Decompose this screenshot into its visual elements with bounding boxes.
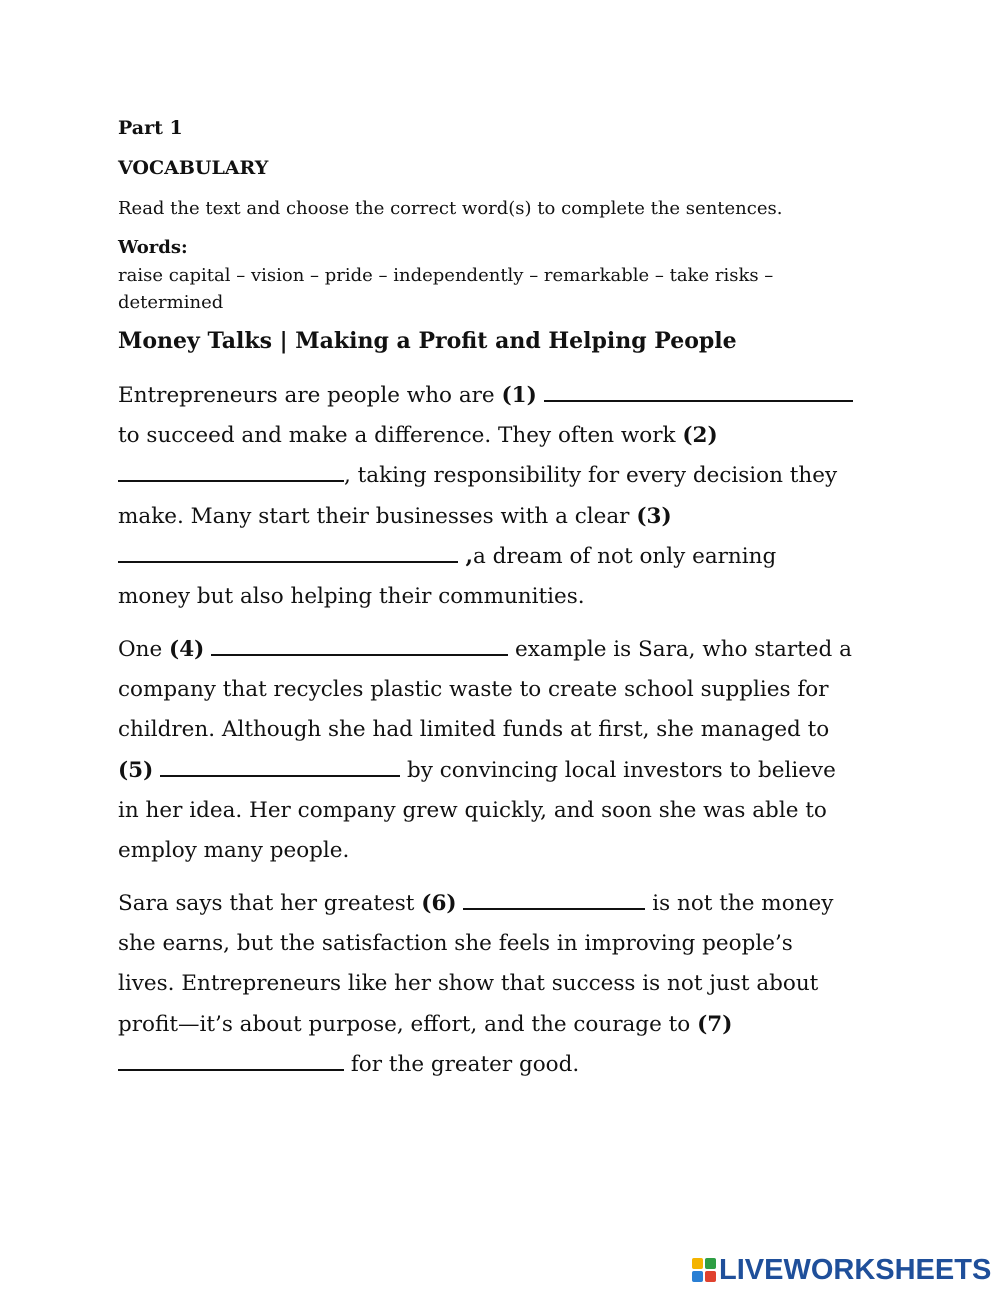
logo-square-icon	[705, 1271, 716, 1282]
logo-square-icon	[692, 1271, 703, 1282]
blank-number-7: (7)	[697, 1011, 733, 1037]
logo-square-icon	[705, 1258, 716, 1269]
part-label: Part 1	[118, 117, 183, 139]
blank-number-4: (4)	[169, 637, 205, 662]
blank-number-2: (2)	[682, 423, 718, 449]
text: One	[118, 637, 170, 662]
text: ,	[458, 543, 473, 569]
text: Entrepreneurs are people who are	[118, 383, 502, 408]
blank-number-3: (3)	[636, 503, 672, 529]
answer-blank-7[interactable]	[118, 1047, 344, 1071]
text: money but also helping their communities.	[118, 584, 585, 610]
text: employ many people.	[118, 838, 350, 864]
text: is not the money	[645, 891, 834, 916]
blank-number-5: (5)	[118, 757, 154, 783]
logo-text: LIVEWORKSHEETS	[719, 1253, 992, 1286]
text: to succeed and make a difference. They often work	[118, 423, 683, 449]
text: by convincing local investors to believe	[400, 757, 836, 783]
logo-mark-icon	[692, 1258, 716, 1282]
text: she earns, but the satisfaction she feels in improving people’s	[118, 931, 793, 957]
paragraph-2	[118, 630, 888, 871]
liveworksheets-logo[interactable]	[692, 1255, 991, 1285]
section-heading: VOCABULARY	[118, 157, 269, 179]
answer-blank-5[interactable]	[160, 753, 400, 777]
paragraph-1	[118, 376, 888, 617]
logo-square-icon	[692, 1258, 703, 1269]
text: children. Although she had limited funds at first, she managed to	[118, 717, 830, 743]
answer-blank-2[interactable]	[118, 458, 344, 482]
blank-number-6: (6)	[421, 891, 457, 916]
text: lives. Entrepreneurs like her show that success is not just about	[118, 971, 819, 997]
text: for the greater good.	[344, 1051, 580, 1077]
text: company that recycles plastic waste to create school supplies for	[118, 677, 829, 703]
blank-number-1: (1)	[501, 383, 537, 408]
text: make. Many start their businesses with a clear	[118, 503, 637, 529]
word-bank: raise capital – vision – pride – independently – remarkable – take risks – determined	[118, 265, 774, 313]
paragraph-3	[118, 884, 888, 1085]
text: , taking responsibility for every decision they	[344, 463, 838, 489]
text: a dream of not only earning	[472, 543, 777, 569]
answer-blank-6[interactable]	[463, 886, 645, 910]
answer-blank-3[interactable]	[118, 539, 458, 563]
text: Sara says that her greatest	[118, 891, 422, 916]
words-label: Words:	[118, 237, 188, 258]
instruction-text: Read the text and choose the correct word(s) to complete the sentences.	[118, 198, 783, 219]
text: example is Sara, who started a	[508, 637, 852, 662]
text: in her idea. Her company grew quickly, and soon she was able to	[118, 797, 827, 823]
answer-blank-4[interactable]	[211, 632, 508, 656]
answer-blank-1[interactable]	[544, 378, 853, 402]
passage-title: Money Talks | Making a Profit and Helping People	[118, 328, 737, 354]
text: profit—it’s about purpose, effort, and the courage to	[118, 1011, 698, 1037]
